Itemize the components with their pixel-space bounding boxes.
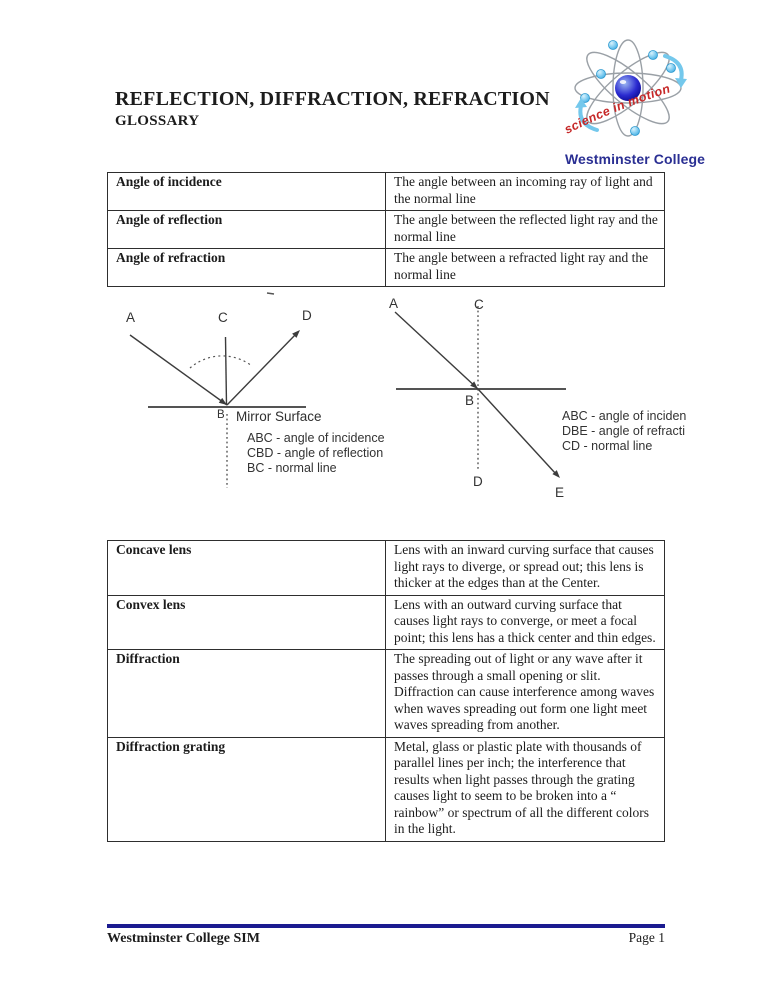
footer-page-number: Page 1: [628, 930, 665, 945]
term-cell: Angle of reflection: [108, 211, 386, 249]
term-cell: Concave lens: [108, 541, 386, 596]
refraction-legend-line: CD - normal line: [562, 439, 653, 453]
table-row: [108, 650, 665, 738]
point-label-b: B: [217, 409, 225, 421]
normal-line: [226, 337, 227, 405]
footer-left: Westminster College SIM: [107, 931, 260, 946]
footer-rule: [107, 924, 665, 928]
refraction-legend-line: ABC - angle of inciden: [562, 409, 687, 423]
definition-cell: The angle between the reflected light ray and the normal line: [386, 211, 665, 249]
definition-cell: The spreading out of light or any wave after it passes through a small opening or slit. Diffraction can cause interference among waves when waves spreading out form one light meet waves spreading from another.: [386, 650, 665, 738]
table-row: [108, 173, 665, 211]
point-label-a: A: [126, 310, 136, 325]
refraction-legend-line: DBE - angle of refracti: [562, 424, 685, 438]
term-cell: Diffraction: [108, 650, 386, 738]
science-in-motion-logo: [553, 28, 717, 167]
glossary-table-angles: [107, 172, 665, 287]
glossary-table-lenses: [107, 540, 665, 842]
reflected-ray: [227, 334, 296, 405]
refraction-legend: [562, 409, 686, 454]
angle-arc: [190, 356, 252, 368]
definition-cell: Lens with an inward curving surface that causes light rays to diverge, or spread out; this lens is thicker at the edges than at the Center.: [386, 541, 665, 596]
reflection-legend-line: BC - normal line: [247, 461, 337, 475]
table-row: [108, 249, 665, 287]
definition-cell: Lens with an outward curving surface that causes light rays to converge, or meet a focal point; this lens has a thick center and thin edges.: [386, 595, 665, 650]
table-row: [108, 211, 665, 249]
table-row: [108, 541, 665, 596]
atom-logo-icon: [553, 28, 717, 148]
table-row: [108, 737, 665, 841]
incident-ray: [395, 312, 478, 389]
refracted-ray: [478, 389, 556, 474]
point-label-c: C: [218, 310, 228, 325]
point-label-d: D: [473, 474, 483, 489]
incident-ray: [130, 335, 227, 405]
reflection-legend-line: CBD - angle of reflection: [247, 446, 384, 460]
point-label-c: C: [474, 297, 484, 312]
mirror-surface-label: Mirror Surface: [236, 409, 322, 424]
title-block: [115, 88, 550, 130]
term-cell: Diffraction grating: [108, 737, 386, 841]
logo-tagline: science in motion: [562, 81, 673, 137]
refraction-diagram: [380, 288, 640, 513]
college-name: Westminster College: [564, 151, 706, 167]
footer: [107, 930, 665, 947]
term-cell: Angle of refraction: [108, 249, 386, 287]
point-label-a: A: [389, 296, 399, 311]
point-label-e: E: [555, 485, 565, 500]
term-cell: Convex lens: [108, 595, 386, 650]
table-row: [108, 595, 665, 650]
term-cell: Angle of incidence: [108, 173, 386, 211]
point-label-b: B: [465, 393, 475, 408]
stray-mark: [267, 293, 274, 294]
definition-cell: Metal, glass or plastic plate with thousands of parallel lines per inch; the interference that results when light passes through the grating causes light to seem to be broken into a “ rainbow” or spectrum of all the different colors in the light.: [386, 737, 665, 841]
reflection-legend-line: ABC - angle of incidence: [247, 431, 385, 445]
page-title: REFLECTION, DIFFRACTION, REFRACTION: [115, 88, 550, 110]
glossary-subtitle: GLOSSARY: [115, 113, 200, 129]
definition-cell: The angle between a refracted light ray and the normal line: [386, 249, 665, 287]
definition-cell: The angle between an incoming ray of light and the normal line: [386, 173, 665, 211]
reflection-diagram: [110, 288, 385, 503]
point-label-d: D: [302, 308, 312, 323]
